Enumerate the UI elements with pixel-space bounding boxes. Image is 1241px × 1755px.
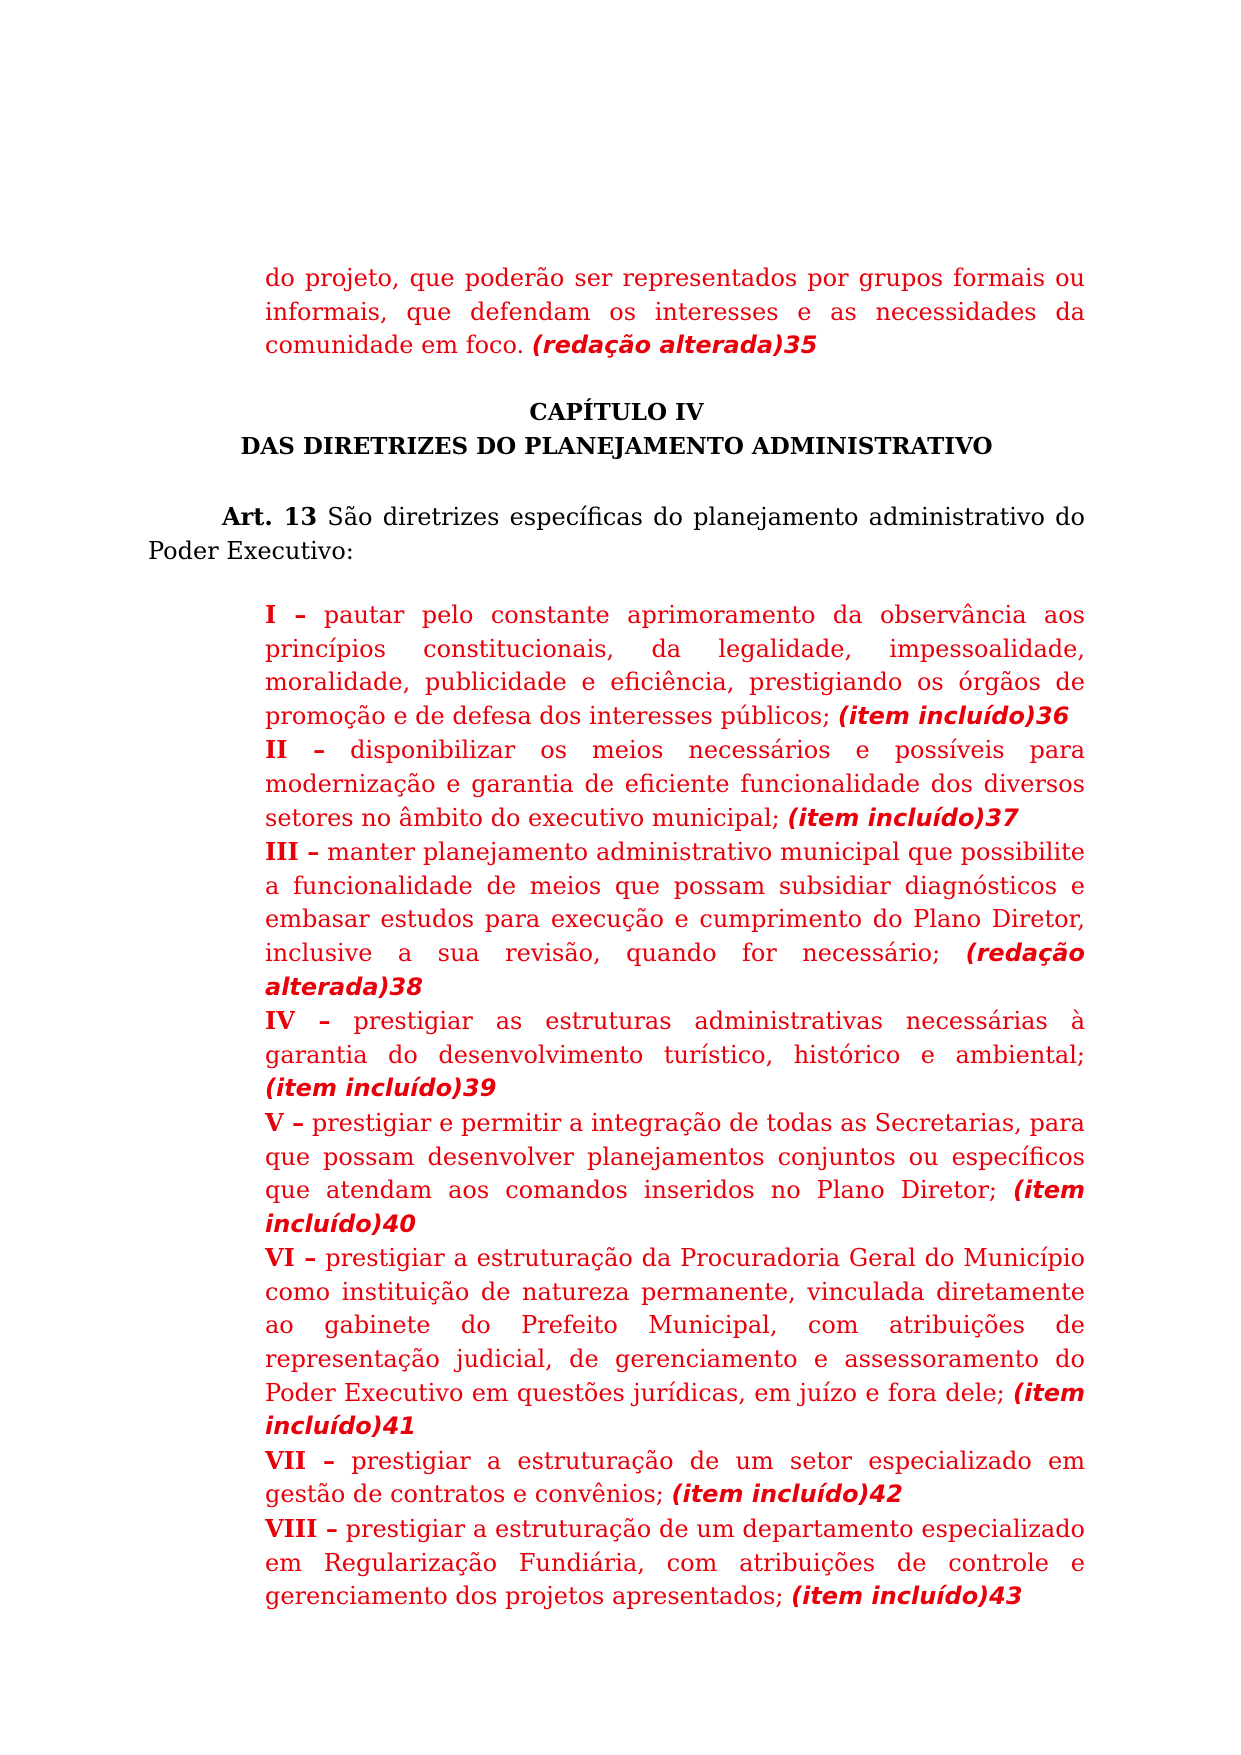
article-label: Art. 13 xyxy=(222,502,318,531)
item-amendment-note: (item incluído)42 xyxy=(671,1480,903,1509)
item-amendment-note: (item incluído)43 xyxy=(791,1582,1023,1611)
list-item xyxy=(265,1106,1085,1241)
list-item xyxy=(265,1241,1085,1444)
list-item xyxy=(265,733,1085,835)
item-amendment-note: (item incluído)41 xyxy=(265,1378,1085,1441)
item-amendment-note: (item incluído)37 xyxy=(787,803,1019,832)
item-numeral: V – xyxy=(265,1107,305,1137)
intro-text: do projeto, que poderão ser representados por grupos formais ou informais, que defendam os interesses e as necessidades da comunidade em foco. xyxy=(265,264,1085,360)
intro-paragraph xyxy=(265,262,1085,363)
item-text: prestigiar a estruturação da Procuradoria Geral do Município como instituição de natureza permanente, vinculada diretamente ao gabinete do Prefeito Municipal, com atribuições de representação judicial, de gerenciamento e assessoramento do Poder Executivo em questões jurídicas, em juízo e fora dele; xyxy=(265,1244,1085,1407)
list-item xyxy=(265,598,1085,733)
item-numeral: I – xyxy=(265,600,307,629)
item-text: pautar pelo constante aprimoramento da observância aos princípios constitucionais, da legalidade, impessoalidade, moralidade, publicidade e eficiência, prestigiando os órgãos de promoção e de defesa dos interesses públicos; xyxy=(265,601,1085,730)
item-text: prestigiar a estruturação de um departamento especializado em Regularização Fundiária, com atribuições de controle e gerenciamento dos projetos apresentados; xyxy=(265,1515,1085,1611)
intro-amendment-note: (redação alterada)35 xyxy=(531,331,818,360)
item-text: prestigiar a estruturação de um setor especializado em gestão de contratos e convênios; xyxy=(265,1446,1085,1509)
article-13 xyxy=(148,500,1085,568)
item-numeral: VI – xyxy=(265,1243,317,1273)
list-item xyxy=(265,835,1085,1004)
item-numeral: II – xyxy=(265,735,326,765)
list-item xyxy=(265,1444,1085,1512)
article-items-list xyxy=(265,598,1085,1614)
chapter-number: CAPÍTULO IV xyxy=(529,399,704,426)
item-text: prestigiar e permitir a integração de todas as Secretarias, para que possam desenvolver planejamentos conjuntos ou específicos que atendam aos comandos inseridos no Plano Diretor; xyxy=(265,1108,1085,1205)
item-numeral: IV – xyxy=(265,1006,331,1036)
chapter-heading xyxy=(148,396,1085,464)
item-amendment-note: (item incluído)36 xyxy=(837,701,1070,730)
item-numeral: III – xyxy=(265,837,320,867)
list-item xyxy=(265,1512,1085,1614)
item-amendment-note: (redação alterada)38 xyxy=(265,938,1085,1001)
article-text: São diretrizes específicas do planejamento administrativo do Poder Executivo: xyxy=(148,503,1085,565)
chapter-title: DAS DIRETRIZES DO PLANEJAMENTO ADMINISTRATIVO xyxy=(240,433,993,460)
item-numeral: VII – xyxy=(265,1445,335,1475)
list-item xyxy=(265,1004,1085,1106)
item-amendment-note: (item incluído)40 xyxy=(265,1176,1085,1238)
item-numeral: VIII – xyxy=(265,1514,338,1544)
item-text: manter planejamento administrativo municipal que possibilite a funcionalidade de meios que possam subsidiar diagnósticos e embasar estudos para execução e cumprimento do Plano Diretor, inclusive a sua revisão, quando for necessário; xyxy=(265,838,1085,967)
item-text: disponibilizar os meios necessários e possíveis para modernização e garantia de eficiente funcionalidade dos diversos setores no âmbito do executivo municipal; xyxy=(265,736,1086,832)
item-text: prestigiar as estruturas administrativas necessárias à garantia do desenvolvimento turístico, histórico e ambiental; xyxy=(265,1007,1086,1069)
item-amendment-note: (item incluído)39 xyxy=(265,1074,497,1103)
